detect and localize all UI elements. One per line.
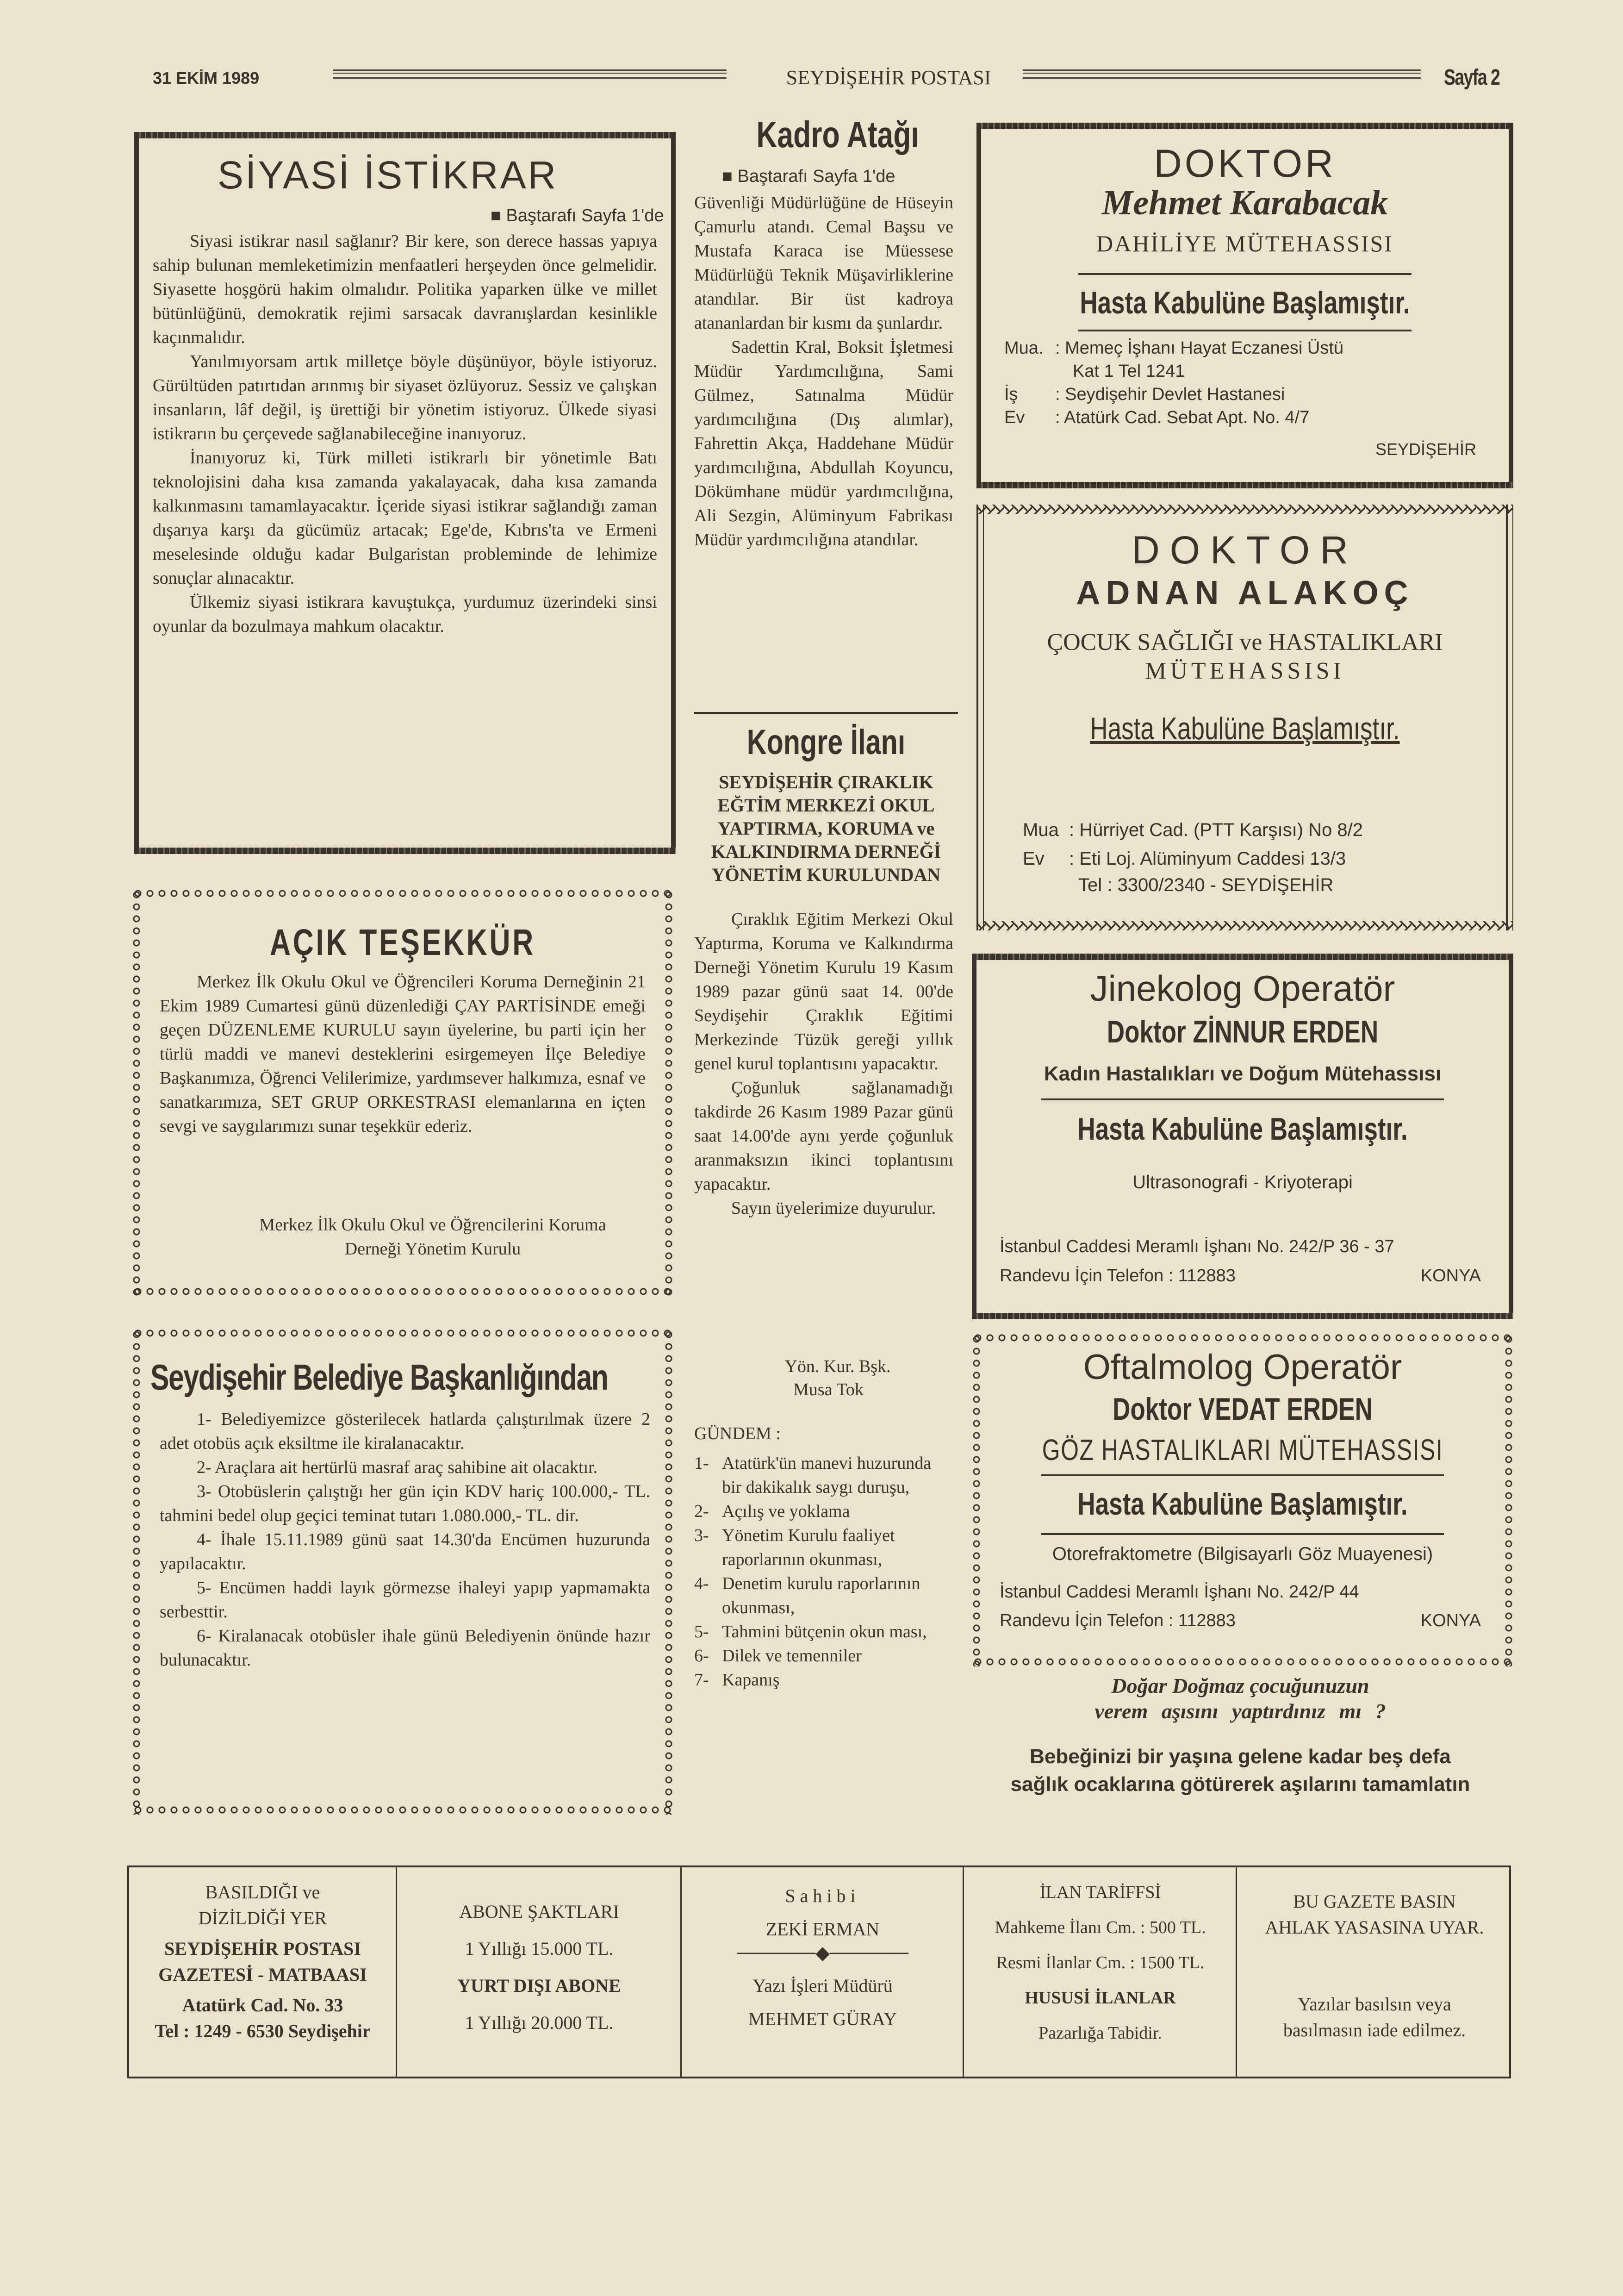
siyasi-top-border	[134, 132, 676, 138]
ad2-bottom-border	[976, 921, 1513, 930]
belediye-left-border	[132, 1329, 141, 1815]
ad1-row-key: İş	[1004, 385, 1018, 404]
diamond-rule-icon: ──────◆──────	[737, 1942, 908, 1963]
imprint-ethics-1: BU GAZETE BASIN	[1293, 1891, 1456, 1912]
agenda-number: 6-	[694, 1646, 709, 1666]
asi-line-2: verem aşısını yaptırdınız mı ?	[1094, 1699, 1386, 1723]
ad-zinnur-erden	[972, 954, 1513, 1319]
header-rule-left	[333, 69, 727, 79]
siyasi-left-border	[134, 132, 139, 854]
ad1-row-value: : Atatürk Cad. Sebat Apt. No. 4/7	[1055, 408, 1310, 427]
kongre-sign-name: Musa Tok	[793, 1380, 864, 1399]
agenda-item	[694, 1499, 953, 1523]
imprint-printer-2: DİZİLDİĞİ YER	[198, 1908, 327, 1928]
agenda-item	[694, 1620, 953, 1644]
ad4-rule-2	[1041, 1533, 1444, 1535]
ad1-rule-2	[1078, 330, 1412, 331]
agenda-item	[694, 1572, 953, 1620]
imprint-tariff-court: Mahkeme İlanı Cm. : 500 TL.	[995, 1918, 1206, 1937]
imprint-col-owner	[683, 1879, 963, 2036]
siyasi-bottom-border	[134, 848, 676, 854]
belediye-item: 5- Encümen haddi layık görmezse ihaleyi yapıp yapmamakta serbesttir.	[160, 1578, 650, 1622]
kadro-title: Kadro Atağı	[756, 114, 919, 155]
tesekkur-top-border	[132, 889, 673, 898]
siyasi-paragraph: Ülkemiz siyasi istikrara kavuştukça, yurdumuz üzerindeki sinsi oyunlar da bozulmaya mahkum olacaktır.	[153, 593, 657, 636]
kongre-paragraph: Çıraklık Eğitim Merkezi Okul Yaptırma, Koruma ve Kalkındırma Derneği Yönetim Kurulu 19 Kasım 1989 pazar günü saat 14. 00'de Seydişehir Çıraklık Eğitimi Merkezinde Tüzük gereği yıllık genel kurul toplantısını yapacaktır.	[694, 910, 953, 1073]
agenda-item	[694, 1523, 953, 1572]
kongre-paragraph: Çoğunluk sağlanamadığı takdirde 26 Kasım 1989 Pazar günü saat 14.00'de aynı yerde çoğunluk aranmaksızın ikinci toplantısını yapacaktır.	[694, 1078, 953, 1194]
ad1-kabul: Hasta Kabulüne Başlamıştır.	[1080, 285, 1410, 320]
kongre-gundem-label: GÜNDEM :	[694, 1424, 781, 1443]
ad2-title: DOKTOR	[1132, 528, 1358, 572]
ad1-specialty: DAHİLİYE MÜTEHASSISI	[1096, 231, 1393, 256]
agenda-text: Kapanış	[722, 1670, 780, 1690]
ad4-title: Oftalmolog Operatör	[1083, 1348, 1402, 1387]
ad3-bottom-border	[972, 1313, 1513, 1319]
ad1-address	[1004, 337, 1495, 429]
ad4-bottom-border	[972, 1657, 1513, 1666]
belediye-item: 2- Araçlara ait hertürlü masraf araç sahibine ait olacaktır.	[197, 1458, 598, 1477]
ad3-top-border	[972, 954, 1513, 960]
ad2-specialty-2: MÜTEHASSISI	[1145, 658, 1345, 684]
kongre-top-rule	[694, 712, 958, 714]
ad3-title: Jinekolog Operatör	[1090, 968, 1395, 1009]
kadro-body	[694, 191, 953, 552]
imprint-sub-4: 1 Yıllığı 20.000 TL.	[465, 2012, 614, 2033]
belediye-top-border	[132, 1329, 673, 1338]
imprint-ethics-3: Yazılar basılsın veya	[1298, 1994, 1451, 2015]
ad1-rule	[1078, 273, 1412, 275]
ad2-tel: Tel : 3300/2340 - SEYDİŞEHİR	[1078, 875, 1334, 895]
kadro-cont-label: Baştarafı Sayfa 1'de	[737, 167, 895, 186]
ad1-row-value: : Seydişehir Devlet Hastanesi	[1055, 385, 1285, 404]
ad2-address	[1023, 816, 1486, 873]
imprint-printer-4: GAZETESİ - MATBAASI	[158, 1964, 367, 1985]
agenda-number: 1-	[694, 1454, 709, 1473]
imprint-col-ethics	[1238, 1889, 1511, 2043]
ad4-specialty: GÖZ HASTALIKLARI MÜTEHASSISI	[1042, 1433, 1443, 1466]
imprint-printer-5: Atatürk Cad. No. 33	[182, 1995, 343, 2015]
imprint-divider-1	[396, 1867, 397, 2077]
kadro-continued	[722, 167, 895, 187]
agenda-text: Denetim kurulu raporlarının okunması,	[722, 1574, 920, 1617]
ad1-name: Mehmet Karabacak	[1101, 183, 1388, 222]
ad1-row-key: Mua.	[1004, 338, 1044, 358]
imprint-owner-label: Sahibi	[785, 1885, 860, 1906]
imprint-sub-2: 1 Yıllığı 15.000 TL.	[465, 1938, 614, 1959]
ad4-address: İstanbul Caddesi Meramlı İşhanı No. 242/P 44	[1000, 1582, 1359, 1602]
ad4-top-border	[972, 1333, 1513, 1342]
tesekkur-signature: Merkez İlk Okulu Okul ve Öğrencilerini Koruma Derneği Yönetim Kurulu	[259, 1215, 606, 1259]
imprint-editor-label: Yazı İşleri Müdürü	[752, 1975, 893, 1996]
ad3-kabul: Hasta Kabulüne Başlamıştır.	[1077, 1111, 1408, 1147]
ad3-extra: Ultrasonografi - Kriyoterapi	[1132, 1172, 1353, 1192]
ad4-kabul: Hasta Kabulüne Başlamıştır.	[1077, 1486, 1408, 1522]
ad1-city: SEYDİŞEHİR	[1375, 440, 1476, 459]
kongre-sign-title: Yön. Kur. Bşk.	[784, 1357, 891, 1376]
ad1-row-value: : Memeç İşhanı Hayat Eczanesi Üstü	[1055, 338, 1344, 358]
belediye-items	[160, 1407, 650, 1672]
ad2-row-key: Mua	[1023, 820, 1059, 840]
imprint-divider-4	[1236, 1867, 1237, 2077]
agenda-text: Tahmini bütçenin okun ması,	[722, 1622, 927, 1641]
page-number: Sayfa 2	[1444, 65, 1500, 90]
ad1-address-row	[1004, 360, 1495, 383]
ad4-city: KONYA	[1420, 1611, 1481, 1630]
imprint-col-subscription	[398, 1893, 680, 2041]
header-rule-right	[1023, 69, 1421, 79]
ad4-rule	[1041, 1474, 1444, 1476]
square-bullet-icon: ■	[722, 167, 738, 186]
kongre-body	[694, 907, 953, 1220]
asi-slogan-1: Bebeğinizi bir yaşına gelene kadar beş defa	[1030, 1745, 1451, 1768]
tesekkur-bottom-border	[132, 1287, 673, 1296]
imprint-ethics-4: basılmasın iade edilmez.	[1283, 2020, 1466, 2040]
ad2-row-key: Ev	[1023, 849, 1045, 869]
agenda-item	[694, 1644, 953, 1668]
ad4-name: Doktor VEDAT ERDEN	[1113, 1391, 1373, 1427]
belediye-item: 6- Kiralanacak otobüsler ihale günü Belediyenin önünde hazır bulunacaktır.	[160, 1626, 650, 1670]
ad2-specialty-1: ÇOCUK SAĞLIĞI ve HASTALIKLARI	[1047, 629, 1443, 655]
siyasi-istikrar-article	[134, 132, 676, 854]
agenda-number: 2-	[694, 1502, 709, 1521]
belediye-ilan-box	[132, 1329, 673, 1815]
ad2-name: ADNAN ALAKOÇ	[1076, 574, 1414, 611]
siyasi-title: SİYASİ İSTİKRAR	[218, 153, 558, 197]
siyasi-right-border	[671, 132, 676, 854]
agenda-text: Açılış ve yoklama	[722, 1502, 850, 1521]
kongre-paragraph: Sayın üyelerimize duyurulur.	[731, 1198, 936, 1218]
ad1-title: DOKTOR	[1154, 142, 1336, 185]
imprint-tariff-official: Resmi İlanlar Cm. : 1500 TL.	[996, 1953, 1205, 1972]
ad2-row-value: : Eti Loj. Alüminyum Caddesi 13/3	[1069, 849, 1346, 869]
belediye-item: 4- İhale 15.11.1989 günü saat 14.30'da Encümen huzurunda yapılacaktır.	[160, 1530, 650, 1573]
kongre-title: Kongre İlanı	[746, 723, 906, 762]
agenda-number: 5-	[694, 1622, 709, 1641]
imprint-tariff-special: HUSUSİ İLANLAR	[1025, 1988, 1176, 2008]
ad2-row-value: : Hürriyet Cad. (PTT Karşısı) No 8/2	[1069, 820, 1363, 840]
imprint-sub-3: YURT DIŞI ABONE	[457, 1975, 621, 1996]
imprint-tariff-title: İLAN TARİFFSİ	[1039, 1883, 1161, 1902]
tesekkur-body	[160, 970, 646, 1138]
tesekkur-title: AÇIK TEŞEKKÜR	[270, 922, 535, 963]
imprint-printer-3: SEYDİŞEHİR POSTASI	[164, 1938, 361, 1959]
tesekkur-right-border	[664, 889, 673, 1296]
siyasi-cont-label: Baştarafı Sayfa 1'de	[506, 206, 664, 225]
ad1-row-key	[1004, 360, 1055, 383]
imprint-col-printer	[130, 1879, 396, 2044]
siyasi-paragraph: İnanıyoruz ki, Türk milleti istikrarlı bir yönetimle Batı teknolojisini daha kısa zamanda yakalayacak, daha kısa zamanda kalkınmasını tamamlayacaktır. İçeride siyasi istikrar sağlandığı zaman dışarıya karşı da gücümüz artacak; Ege'de, Kıbrıs'ta ve Ermeni meselesinde olduğu kadar Bulgaristan probleminde de lehimize sonuçlar alınacaktır.	[153, 448, 657, 588]
acik-tesekkur-box	[132, 889, 673, 1296]
imprint-sub-1: ABONE ŞAKTLARI	[459, 1901, 619, 1922]
agenda-number: 3-	[694, 1526, 709, 1545]
agenda-text: Dilek ve temenniler	[722, 1646, 862, 1666]
ad-mehmet-karabacak	[976, 123, 1513, 488]
ad2-top-border	[976, 505, 1513, 514]
kongre-agenda	[694, 1451, 953, 1692]
ad4-extra: Otorefraktometre (Bilgisayarlı Göz Muayenesi)	[1052, 1544, 1433, 1564]
agenda-text: Yönetim Kurulu faaliyet raporlarının okunması,	[722, 1526, 895, 1569]
ad3-name: Doktor ZİNNUR ERDEN	[1107, 1014, 1379, 1049]
asi-slogan-2: sağlık ocaklarına götürerek aşılarını tamamlatın	[1010, 1773, 1470, 1796]
square-bullet-icon: ■	[491, 206, 506, 225]
ad3-specialty: Kadın Hastalıkları ve Doğum Mütehassısı	[1044, 1062, 1442, 1085]
ad-vedat-erden	[972, 1333, 1513, 1666]
ad1-bottom-border	[976, 482, 1513, 488]
siyasi-body	[153, 229, 657, 638]
tesekkur-text: Merkez İlk Okulu Okul ve Öğrencileri Koruma Derneğinin 21 Ekim 1989 Cumartesi günü düzenlediği ÇAY PARTİSİNDE emeği geçen DÜZENLEME KURULU sayın üyelerine, bu parti için her türlü maddi ve manevi desteklerini esirgemeyen İlçe Belediye Başkanımıza, Öğrenci Velilerimize, yardımsever halkımıza, esnaf ve sanatkarımıza, SET GRUP ORKESTRASI elemanlarına en içten sevgi ve saygılarımızı sunar teşekkür ederiz.	[160, 972, 646, 1136]
imprint-owner-name: ZEKİ ERMAN	[765, 1919, 880, 1940]
ad1-top-border	[976, 123, 1513, 129]
ad1-row-value: Kat 1 Tel 1241	[1073, 362, 1185, 381]
agenda-item	[694, 1668, 953, 1692]
ad1-address-row	[1004, 406, 1495, 429]
kongre-subtitle: SEYDİŞEHİR ÇIRAKLIK EĞTİM MERKEZİ OKUL YAPTIRMA, KORUMA ve KALKINDIRMA DERNEĞİ YÖNETİM KURULUNDAN	[711, 772, 941, 885]
ad2-address-row	[1023, 816, 1486, 844]
siyasi-paragraph: Siyasi istikrar nasıl sağlanır? Bir kere, son derece hassas yapıya sahip bulunan memleketimizin menfaatleri herşeyden önce gelmelidir. Siyasette hoşgörü hakim olmalıdır. Politika yaparken ülke ve millet bütünlüğünü, demokratik rejimi sarsacak davranışlardan kesinlikle kaçınmalıdır.	[153, 231, 657, 347]
imprint-col-tariff	[965, 1875, 1236, 2051]
ad4-randevu: Randevu İçin Telefon : 112883	[1000, 1611, 1236, 1630]
belediye-bottom-border	[132, 1805, 673, 1815]
belediye-title: Seydişehir Belediye Başkanlığından	[150, 1357, 608, 1398]
belediye-item: 1- Belediyemizce gösterilecek hatlarda çalıştırılmak üzere 2 adet otobüs açık eksiltme ile kiralanacaktır.	[160, 1410, 650, 1453]
imprint-printer-6: Tel : 1249 - 6530 Seydişehir	[155, 2021, 371, 2041]
siyasi-continued	[491, 206, 664, 226]
ad3-city: KONYA	[1420, 1266, 1481, 1285]
ad3-address: İstanbul Caddesi Meramlı İşhanı No. 242/P 36 - 37	[1000, 1237, 1394, 1256]
ad1-address-row	[1004, 337, 1495, 360]
imprint-tariff-negotiable: Pazarlığa Tabidir.	[1038, 2023, 1162, 2043]
ad3-randevu: Randevu İçin Telefon : 112883	[1000, 1266, 1236, 1285]
ad2-kabul: Hasta Kabulüne Başlamıştır.	[1090, 711, 1400, 746]
ad-adnan-alakoc	[976, 505, 1513, 930]
tesekkur-left-border	[132, 889, 141, 1296]
ad1-row-key: Ev	[1004, 408, 1025, 427]
belediye-right-border	[664, 1329, 673, 1815]
issue-date: 31 EKİM 1989	[153, 69, 260, 87]
kadro-paragraph: Güvenliği Müdürlüğüne de Hüseyin Çamurlu atandı. Cemal Başsu ve Mustafa Karaca ise Müessese Müdürlüğü Teknik Müşavirliklerine atandılar. Bir üst kadroya atananlardan bir kısmı da şunlardır.	[694, 193, 953, 333]
agenda-text: Atatürk'ün manevi huzurunda bir dakikalık saygı duruşu,	[722, 1454, 932, 1497]
imprint-divider-2	[680, 1867, 682, 2077]
imprint-editor-name: MEHMET GÜRAY	[748, 2009, 897, 2029]
asi-line-1: Doğar Doğmaz çocuğunuzun	[1111, 1674, 1369, 1697]
kadro-paragraph: Sadettin Kral, Boksit İşletmesi Müdür Yardımcılığına, Sami Gülmez, Satınalma Müdür yardımcılığına (Dış alımlar), Fahrettin Akça, Haddehane Müdür yardımcılığına, Abdullah Koyuncu, Dökümhane müdür yardımcılığına, Ali Sezgin, Alüminyum Fabrikası Müdür yardımcılığına atandılar.	[694, 337, 953, 549]
ad2-address-row	[1023, 844, 1486, 873]
siyasi-paragraph: Yanılmıyorsam artık milletçe böyle düşünüyor, böyle istiyoruz. Gürültüden patırtıdan arınmış bir siyaset özlüyoruz. Sessiz ve çalışkan insanların, lâf değil, iş ürettiği bir yönetim istiyoruz. Ülkede siyasi istikrarın bu çerçevede sağlanabileceğine inanıyoruz.	[153, 352, 657, 443]
agenda-item	[694, 1451, 953, 1499]
belediye-item: 3- Otobüslerin çalıştığı her gün için KDV hariç 100.000,- TL. tahmini bedel olup geçici teminat tutarı 1.080.000,- TL. dir.	[160, 1482, 650, 1525]
ad3-rule	[1041, 1098, 1444, 1100]
ad1-address-row	[1004, 383, 1495, 406]
newspaper-name: SEYDİŞEHİR POSTASI	[786, 66, 991, 89]
agenda-number: 7-	[694, 1670, 709, 1690]
imprint-divider-3	[963, 1867, 964, 2077]
agenda-number: 4-	[694, 1574, 709, 1593]
imprint-ethics-2: AHLAK YASASINA UYAR.	[1265, 1917, 1484, 1938]
imprint-printer-1: BASILDIĞI ve	[205, 1882, 320, 1903]
